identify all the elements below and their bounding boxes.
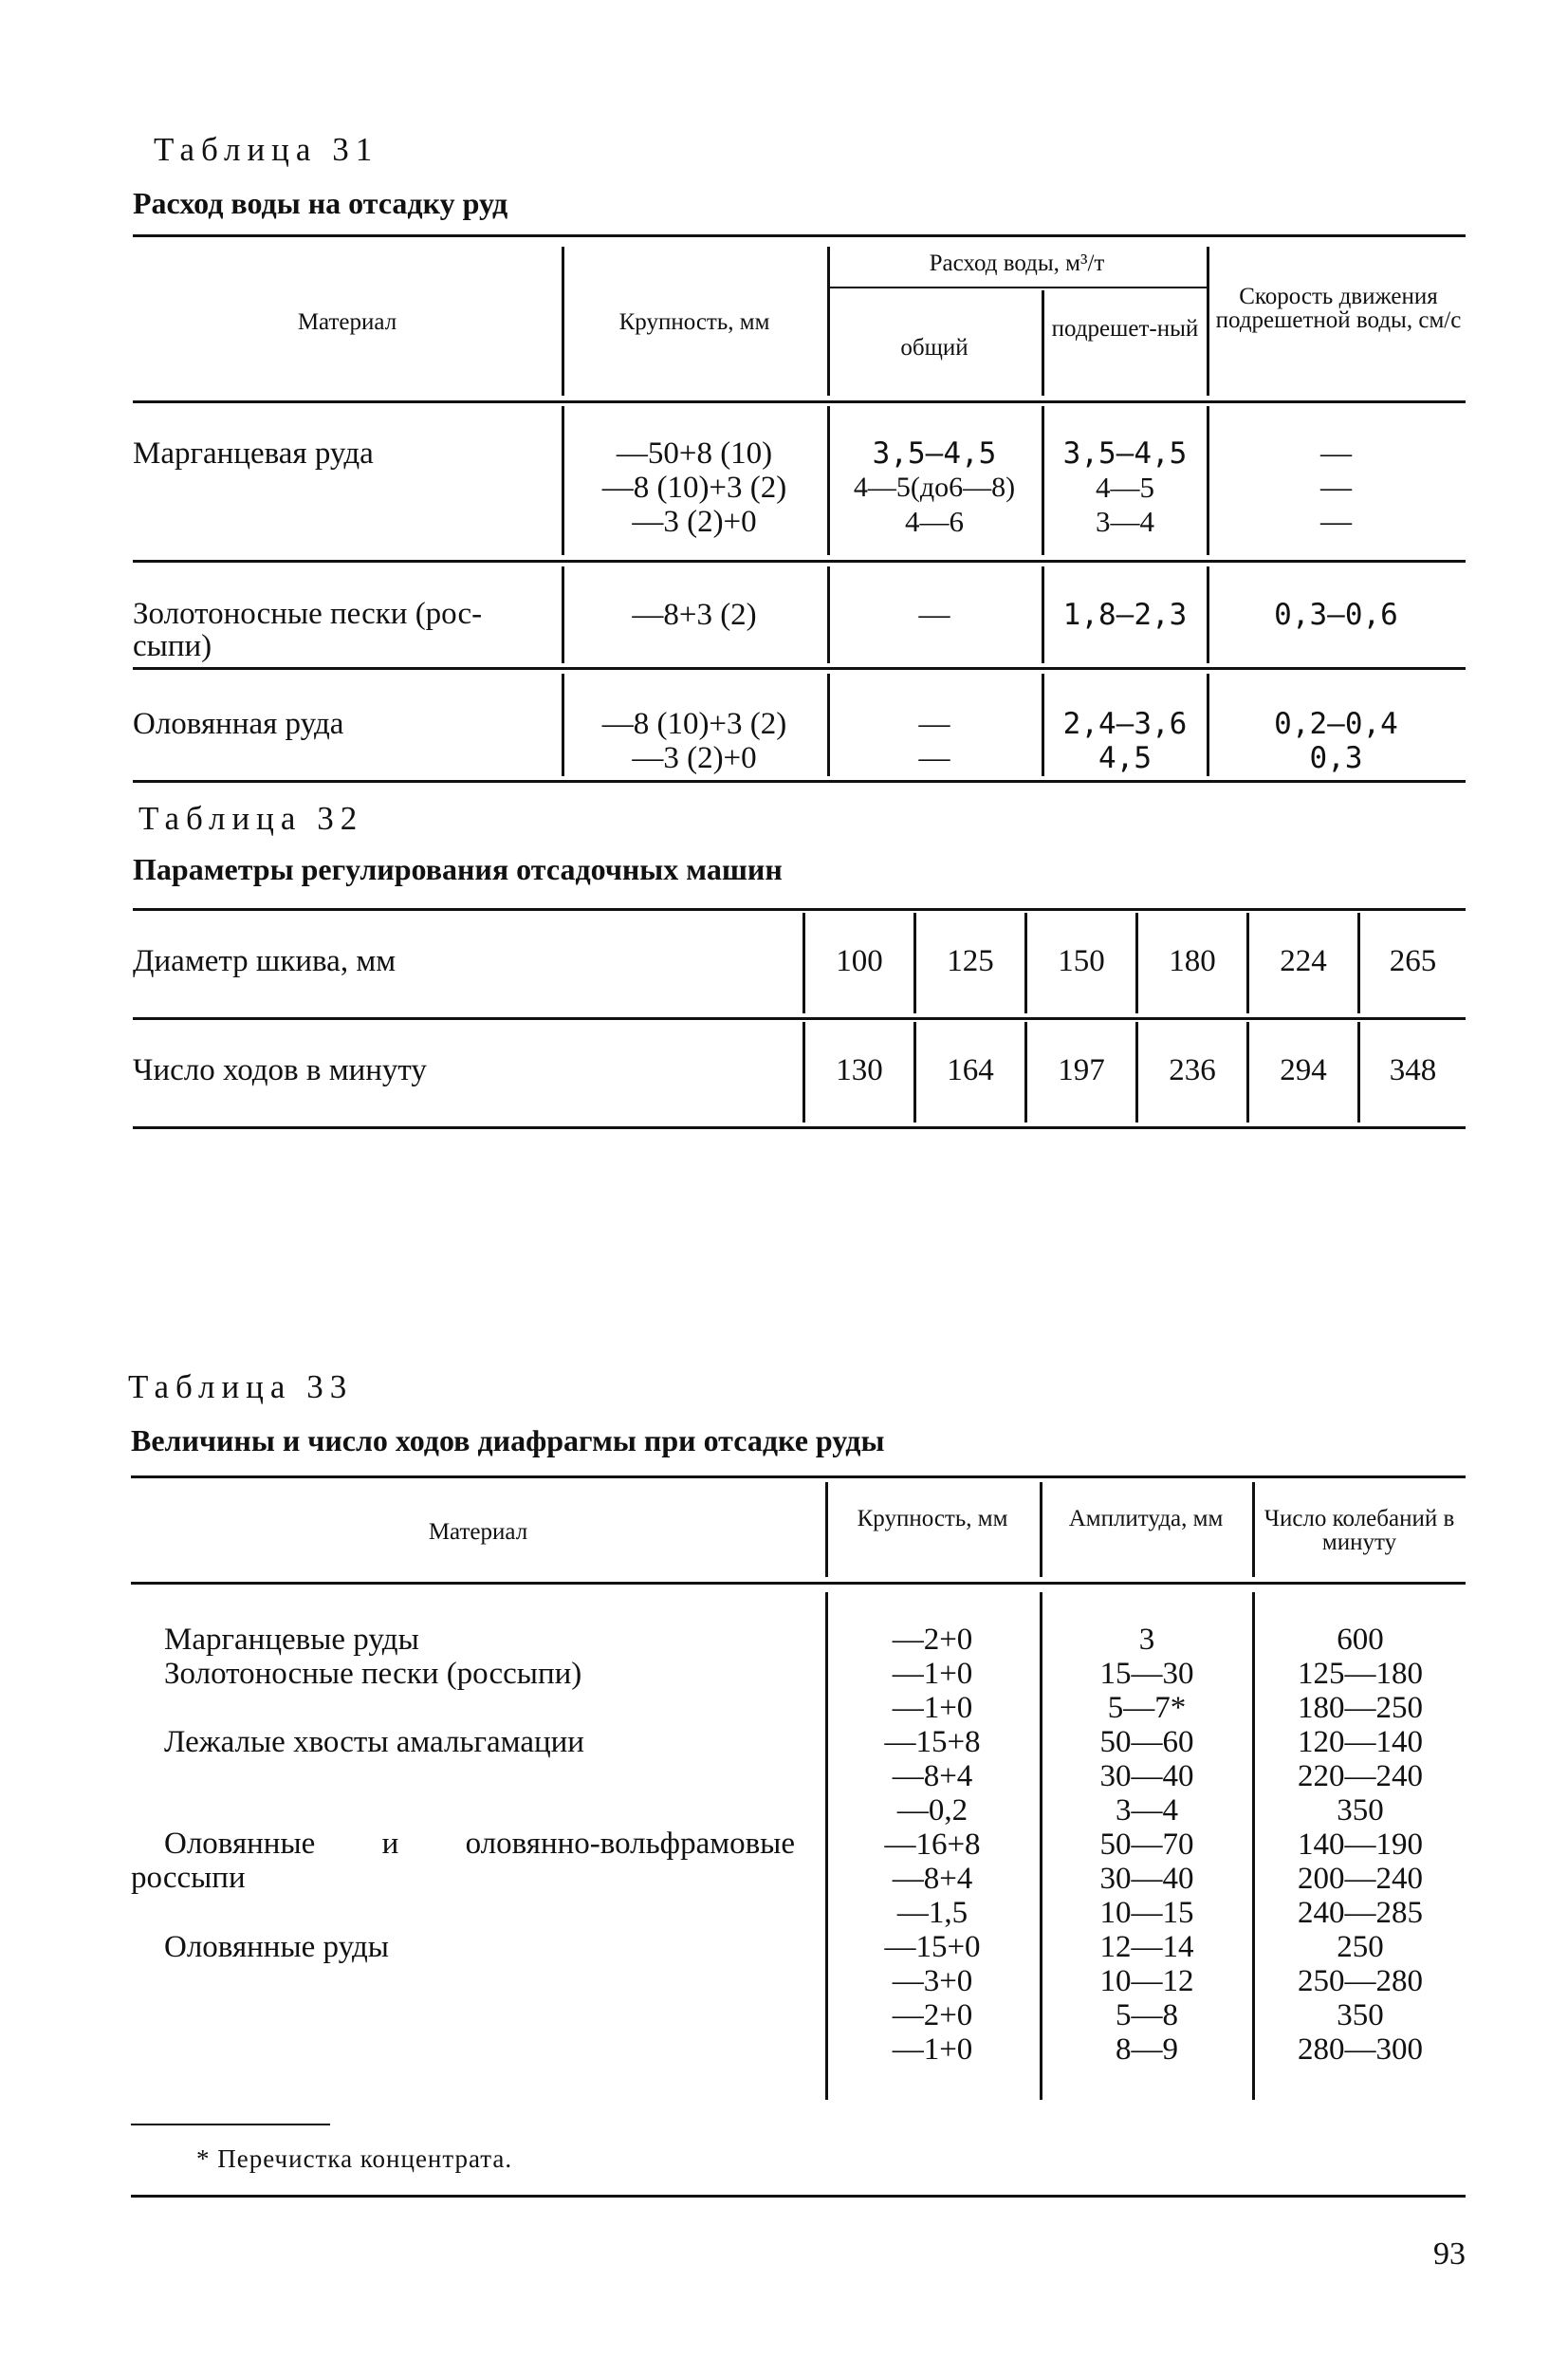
t32-row2-v5: 294 [1280, 1053, 1327, 1087]
t33-freq-column: 600 125—180 180—250 120—140 220—240 350 140—190 200—240 240—285 250 250—280 350 280—300 [1298, 1623, 1423, 2067]
t31-row1-sub: 3,5—4,5 4—5 3—4 [1062, 436, 1188, 538]
t32-row2-v6: 348 [1389, 1053, 1437, 1087]
t31-row1-total: 3,5—4,5 4—5(до6—8) 4—6 [853, 436, 1016, 538]
t33-header-size: Крупность, мм [857, 1506, 1008, 1531]
t31-row3-material: Оловянная руда [133, 707, 344, 741]
t33-material-1: Марганцевые руды [164, 1623, 419, 1657]
t32-row1-v1: 100 [836, 944, 883, 978]
t31-row2-size: —8+3 (2) [632, 598, 757, 632]
t33-material-5: Оловянные руды [164, 1930, 389, 1964]
t32-row1-v4: 180 [1169, 944, 1216, 978]
t33-material-4: Оловянные и оловянно-вольфрамовые россыпи [131, 1827, 795, 1895]
t32-row2-v2: 164 [947, 1053, 994, 1087]
page-number: 93 [1433, 2236, 1466, 2272]
t33-size-column: —2+0 —1+0 —1+0 —15+8 —8+4 —0,2 —16+8 —8+4 —1,5 —15+0 —3+0 —2+0 —1+0 [884, 1623, 981, 2067]
t31-row3-size: —8 (10)+3 (2) —3 (2)+0 [601, 707, 787, 775]
t31-row3-sub: 2,4—3,6 4,5 [1062, 707, 1188, 775]
t31-row2-total: — [918, 598, 950, 632]
table32-caption: Таблица 32 [138, 800, 364, 837]
t33-header-material: Материал [428, 1519, 528, 1545]
t31-header-speed: Скорость движения подрешетной воды, см/с [1215, 284, 1462, 333]
table33-title: Величины и число ходов диафрагмы при отсадке руды [131, 1423, 885, 1457]
t32-row2-v1: 130 [836, 1053, 883, 1087]
t31-row1-size: —50+8 (10) —8 (10)+3 (2) —3 (2)+0 [601, 436, 787, 539]
t32-row1-v3: 150 [1058, 944, 1105, 978]
t32-row1-v2: 125 [947, 944, 994, 978]
t31-row2-material: Золотоносные пески (рос-сыпи) [133, 597, 483, 663]
t31-header-water-total: общий [900, 335, 968, 361]
t32-row1-v5: 224 [1280, 944, 1327, 978]
t32-row2-label: Число ходов в минуту [133, 1053, 427, 1087]
t31-header-water-sub: подрешет-ный [1051, 316, 1199, 342]
t32-row1-label: Диаметр шкива, мм [133, 944, 397, 978]
table32-title: Параметры регулирования отсадочных машин [133, 852, 783, 886]
t33-header-freq: Число колебаний в минуту [1264, 1506, 1455, 1555]
t33-material-3: Лежалые хвосты амальгамации [164, 1725, 584, 1759]
t31-row3-speed: 0,2—0,4 0,3 [1274, 707, 1398, 775]
t31-row2-sub: 1,8—2,3 [1062, 598, 1188, 632]
t31-header-material: Материал [297, 309, 397, 335]
table31-title: Расход воды на отсадку руд [133, 186, 508, 220]
table31-caption: Таблица 31 [154, 131, 379, 168]
t33-footnote: * Перечистка концентрата. [196, 2144, 513, 2173]
t32-row2-v3: 197 [1058, 1053, 1105, 1087]
footnote-divider [131, 2124, 330, 2125]
t31-row2-speed: 0,3—0,6 [1274, 598, 1398, 632]
t32-row1-v6: 265 [1389, 944, 1437, 978]
t33-header-amplitude: Амплитуда, мм [1068, 1506, 1224, 1531]
t31-header-size: Крупность, мм [618, 309, 770, 335]
t31-row1-material: Марганцевая руда [133, 436, 374, 471]
t31-row1-speed: — — — [1320, 436, 1352, 539]
table33-caption: Таблица 33 [128, 1368, 354, 1405]
t33-amplitude-column: 3 15—30 5—7* 50—60 30—40 3—4 50—70 30—40 10—15 12—14 10—12 5—8 8—9 [1099, 1623, 1194, 2067]
t31-header-water: Расход воды, м³/т [929, 250, 1105, 276]
t31-row3-total: — — [918, 707, 950, 775]
t33-material-2: Золотоносные пески (россыпи) [164, 1657, 582, 1691]
t32-row2-v4: 236 [1169, 1053, 1216, 1087]
